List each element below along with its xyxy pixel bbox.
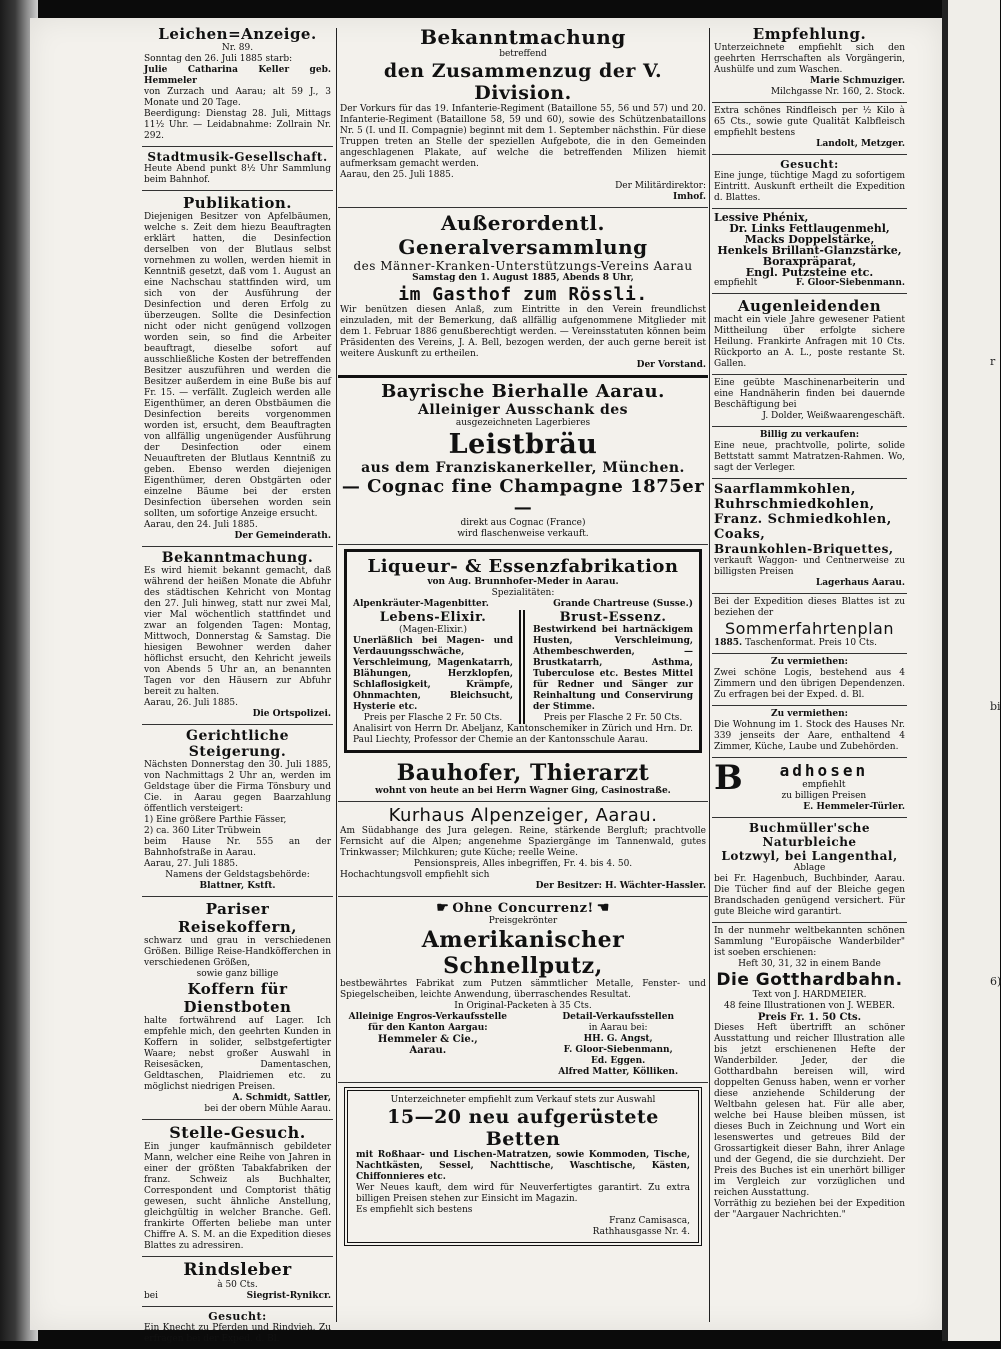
ad-stadtmusik	[142, 147, 333, 191]
ad-item: Dr. Links Fettlaugenmehl,	[729, 222, 890, 235]
ad-text: Es empfiehlt sich bestens	[356, 1205, 473, 1215]
ad-title: Pariser Reisekoffern,	[177, 900, 298, 936]
ad-text: Alfred Matter, Kölliken.	[558, 1067, 679, 1077]
ad-right	[533, 610, 693, 724]
ad-price: Pensionspreis, Alles inbegriffen, Fr. 4. bis 4. 50.	[413, 859, 633, 869]
ad-rindfleisch	[712, 103, 907, 155]
ad-naturbleiche	[712, 818, 907, 923]
column-middle	[338, 22, 708, 1250]
ad-text: Unerläßlich bei Magen- und Verdauungsschwäche, Verschleimung, Magenkatarrh, Blähungen, Herzklopfen, Schlaflosigkeit, Krämpfe, Ohnmachten, Bleichsucht, Hysterie etc.	[353, 636, 513, 712]
ad-text: Sonntag den 26. Juli 1885 starb:	[144, 54, 293, 64]
ad-price: à 50 Cts.	[217, 1280, 258, 1290]
ad-text: Alpenkräuter-Magenbitter.	[353, 599, 489, 609]
column-left	[142, 22, 333, 1349]
ad-signature: Lagerhaus Aarau.	[815, 578, 905, 588]
ad-title: Gerichtliche Steigerung.	[186, 728, 289, 760]
ad-text: Ablage	[793, 863, 826, 873]
ad-text: Heft 30, 31, 32 in einem Bande	[738, 959, 881, 969]
ad-bierhalle	[338, 378, 708, 545]
ad-stellegesuch	[142, 1120, 333, 1257]
pointing-hand-icon: ☚	[596, 900, 610, 916]
ad-title: Publikation.	[183, 194, 292, 212]
ad-text: bei	[144, 1291, 158, 1301]
ad-text: Unterzeichneter empfiehlt zum Verkauf stets zur Auswahl	[390, 1095, 656, 1105]
ad-empfehlung	[712, 22, 907, 103]
ad-vermieten-1	[712, 654, 907, 706]
ad-division	[338, 22, 708, 208]
ad-text: Eine neue, prachtvolle, polirte, solide Bettstatt sammt Matratzen-Rahmen. Wo, sagt der Verleger.	[714, 441, 905, 473]
ad-text: Am Südabhange des Jura gelegen. Reine, stärkende Bergluft; prachtvolle Fernsicht auf die Alpen; angenehme Spaziergänge im Tannenwald, gutes Trinkwasser; Milchkuren; gute Küche; reelle Weine.	[340, 826, 706, 858]
ad-text: Nächsten Donnerstag den 30. Juli 1885, von Nachmittags 2 Uhr an, werden im Geldstage über die Firma Tönsbury und Cie. in Aarau gegen Baarzahlung öffentlich versteigert:	[144, 760, 331, 814]
ad-text: in Aarau bei:	[588, 1023, 648, 1033]
ad-signature: Marie Schmuziger.	[809, 76, 905, 86]
ad-text: Bei der Expedition dieses Blattes ist zu beziehen der	[714, 597, 905, 618]
ad-liqueur	[344, 549, 702, 753]
ad-title: Amerikanischer Schnellputz,	[421, 927, 625, 979]
ad-text: Ed. Eggen.	[591, 1056, 646, 1066]
ad-item: Ruhrschmiedkohlen,	[714, 497, 875, 512]
ad-date: Aarau, 26. Juli 1885.	[144, 698, 239, 708]
ad-text: Ein Knecht zu Pferden und Rindvieh. Zu erfragen bei der Exped. d. Bl.	[144, 1323, 331, 1344]
ad-text: für den Kanton Aargau:	[368, 1023, 488, 1033]
ad-text: bei Fr. Hagenbuch, Buchbinder, Aarau. Die Tücher find auf der Bleiche gegen Brandschaden genügend versichert. Für gute Bleiche wird garantirt.	[714, 874, 905, 917]
ad-left	[340, 1012, 516, 1078]
ad-text: direkt aus Cognac (France)	[460, 518, 586, 528]
ad-text: F. Gloor-Siebenmann,	[563, 1045, 673, 1055]
ad-gesucht	[142, 1307, 333, 1349]
ad-title: Zu vermiethen:	[771, 657, 848, 667]
ad-signature: Blattner, Kstft.	[199, 881, 276, 891]
ad-number: Nr. 89.	[221, 43, 254, 53]
ad-text: Alleinige Engros-Verkaufsstelle	[348, 1012, 508, 1022]
ad-subtitle: aus dem Franziskanerkeller, München.	[361, 460, 685, 476]
ad-title: Zu vermiethen:	[771, 709, 848, 719]
ad-row	[714, 278, 905, 289]
ad-subtitle: Preisgekrönter	[488, 916, 558, 926]
ad-gotthardbahn	[712, 923, 907, 1225]
ad-signature: Siegrist-Rynikcr.	[246, 1291, 331, 1301]
ad-signature: Milchgasse Nr. 160, 2. Stock.	[770, 87, 905, 97]
ad-signature: Namens der Geldstagsbehörde:	[165, 870, 310, 880]
ad-reisekoffern	[142, 897, 333, 1120]
ad-signature: Imhof.	[673, 192, 706, 202]
adjacent-page-text: r	[990, 355, 996, 368]
ad-text: verkauft Waggon- und Centnerweise zu billigsten Preisen	[714, 556, 905, 577]
ad-title: adhosen	[779, 761, 869, 780]
ad-item: Boraxpräparat,	[762, 255, 857, 268]
ad-item: Macks Doppelstärke,	[744, 233, 875, 246]
pointing-hand-icon: ☛	[436, 900, 450, 916]
ad-text: Analisirt von Herrn Dr. Abeljanz, Kantonschemiker in Zürich und Hrn. Dr. Paul Liechty, Professor der Chemie an der Kantonsschule Aarau.	[353, 724, 693, 745]
ad-title: Bauhofer, Thierarzt	[396, 760, 650, 786]
ad-item: Henkels Brillant-Glanzstärke,	[717, 244, 902, 257]
ad-subtitle: betreffend	[499, 49, 547, 59]
ad-date: Samstag den 1. August 1885, Abends 8 Uhr,	[412, 273, 634, 283]
ad-price: Preis Fr. 1. 50 Cts.	[757, 1012, 862, 1023]
ad-text	[714, 638, 905, 649]
ad-signature: Rathhausgasse Nr. 4.	[592, 1227, 690, 1237]
ad-signature: Der Vorstand.	[636, 360, 706, 370]
ad-text: macht ein viele Jahre gewesener Patient Mittheilung über erfolgte sichere Heilung. Frankirte Anfragen mit 10 Cts. Rückporto an A. L., poste restante St. Gallen.	[714, 315, 905, 369]
ad-text: ausgezeichneten Lagerbieres	[455, 418, 591, 428]
ad-signature: A. Schmidt, Sattler,	[232, 1093, 331, 1103]
ad-text: Unterzeichnete empfiehlt sich den geehrten Herrschaften als Vorgängerin, Aushülfe und zum Waschen.	[714, 43, 905, 75]
ad-title: Sommerfahrtenplan	[725, 619, 894, 638]
ad-subtitle: Lotzwyl, bei Langenthal,	[721, 849, 898, 863]
ad-death-notice	[142, 22, 333, 147]
ad-text: HH. G. Angst,	[583, 1034, 653, 1044]
ad-date: Aarau, 27. Juli 1885.	[144, 859, 239, 869]
ad-text: mit Roßhaar- und Lischen-Matratzen, sowie Kommoden, Tische, Nachtkästen, Sessel, Nachttische, Waschtische, Kästen, Chiffonnieres etc.	[356, 1150, 690, 1182]
ad-subtitle: von Aug. Brunnhofer-Meder in Aarau.	[427, 577, 619, 587]
ad-item: 1) Eine größere Parthie Fässer,	[144, 815, 287, 825]
ad-rindsleber	[142, 1257, 333, 1307]
ad-text: Hemmeler & Cie.,	[377, 1034, 478, 1045]
ad-title: Bekanntmachung.	[161, 550, 314, 566]
ad-signature: F. Gloor-Siebenmann.	[795, 278, 905, 288]
ad-rest: Taschenformat. Preis 10 Cts.	[745, 638, 877, 648]
ad-steigerung	[142, 725, 333, 897]
ad-bauhofer	[338, 757, 708, 802]
ad-text: empfiehlt	[802, 780, 846, 790]
column-right	[712, 22, 907, 1225]
ad-item: Engl. Putzsteine etc.	[745, 266, 874, 279]
ad-text: Vorräthig zu beziehen bei der Expedition der "Aargauer Nachrichten."	[714, 1199, 905, 1220]
ad-ornament	[519, 610, 527, 724]
ad-title: Liqueur- & Essenzfabrikation	[367, 556, 679, 577]
ad-signature: bei der obern Mühle Aarau.	[204, 1104, 331, 1114]
ad-kurhaus	[338, 802, 708, 897]
ad-text: wohnt von heute an bei Herrn Wagner Ging, Casinostraße.	[375, 786, 671, 796]
ad-text: Hochachtungsvoll empfiehlt sich	[340, 870, 490, 880]
ad-price: Preis per Flasche 2 Fr. 50 Cts.	[363, 713, 503, 723]
column-rule	[709, 28, 710, 1322]
ad-signature: Der Militärdirektor:	[615, 181, 706, 191]
ad-title: Leichen=Anzeige.	[158, 25, 317, 43]
ad-text: Diejenigen Besitzer von Apfelbäumen, welche s. Zeit dem hiezu Beauftragten erklärt hatten, die Desinfection derselben von der Blutlaus selbst vornehmen zu wollen, werden hiemit in Kenntniß gesetzt, daß vom 1. August an eine Nachschau stattfinden wird, um sich von der Ausführung der Desinfection und deren Erfolg zu überzeugen. Sollte die Desinfection nicht oder nicht genügend vollzogen worden sein, so find die Arbeiter beauftragt, dieselbe sofort auf ausschließliche Kosten der betreffenden Besitzer auszuführen und werden die Besitzer außerdem in eine Buße bis auf Fr. 15. — verfällt. Zugleich werden alle Eigenthümer, an deren Obstbäumen die Desinfection bereits vorgenommen worden ist, ersucht, dem Beauftragten von allfällig ungenügender Ausführung der Desinfection oder einem Neuauftreten der Blutlaus Kenntniß zu geben. Ebenso werden diejenigen Eigenthümer, deren Obstgärten oder einzelne Bäume bei der ersten Desinfection übersehen worden sein sollten, um sofortige Anzeige ersucht.	[144, 212, 331, 519]
ad-title: den Zusammenzug der V. Division.	[383, 60, 663, 104]
ad-initial: B	[714, 758, 743, 798]
ad-naeherin	[712, 375, 907, 427]
ad-text: Spezialitäten:	[491, 588, 555, 598]
ad-signature: Franz Camisasca,	[609, 1216, 690, 1226]
ad-billig	[712, 427, 907, 479]
ad-title: Gesucht:	[780, 158, 839, 171]
ad-row	[144, 1291, 331, 1302]
ad-title-row	[714, 758, 905, 802]
ad-title: Koffern für Dienstboten	[183, 980, 292, 1016]
ad-signature: Der Gemeinderath.	[234, 531, 331, 541]
ad-title: 15—20 neu aufgerüstete Betten	[387, 1106, 659, 1150]
ad-two-columns	[353, 610, 693, 724]
ad-text: sowie ganz billige	[196, 969, 279, 979]
ad-text: Wir benützen diesen Anlaß, zum Eintritte in den Verein freundlichst einzuladen, mit der Bemerkung, daß allfällig aufgenommene Mitglieder mit dem 1. Februar 1886 genußberechtigt werden. — Vereinsstatuten können beim Präsidenten des Vereins, J. A. Bell, bezogen werden, der auch gerne bereit ist weitere Auskunft zu ertheilen.	[340, 305, 706, 359]
ad-text: Eine geübte Maschinenarbeiterin und eine Handnäherin finden bei dauernde Beschäftigung bei	[714, 378, 905, 410]
ad-banner	[340, 900, 706, 916]
ad-title: Buchmüller'sche Naturbleiche	[749, 821, 870, 849]
ad-text: halte fortwährend auf Lager. Ich empfehle mich, den geehrten Kunden in Koffern in solider, selbstgefertigter Waare; nebst großer Auswahl in Reisesäcken, Damentaschen, Geldtaschen, Plaidriemen etc. zu möglichst niedrigen Preisen.	[144, 1016, 331, 1092]
ad-date: Aarau, den 24. Juli 1885.	[144, 520, 258, 530]
ad-date: Aarau, den 25. Juli 1885.	[340, 170, 454, 180]
ad-text: Dieses Heft übertrifft an schöner Ausstattung und reicher Illustration alle bis jetzt erschienenen Hefte der Wanderbilder. Jeder, der die Gotthardbahn bereisen will, wird doppelten Genuss haben, wenn er vorher diese anziehende Schilderung der Weltbahn gelesen hat. Für alle aber, welche bei Hause bleiben müssen, ist dieses Buch in Zeichnung und Wort ein lesenswertes und getreues Bild der Grossartigkeit dieser Bahn, ihrer Anlage und der Gegend, die sie durchzieht. Der Preis des Buches ist ein unerhört billiger im Vergleich zur vorzüglichen und reichen Ausstattung.	[714, 1023, 905, 1198]
ad-title: Bayrische Bierhalle Aarau.	[381, 381, 665, 402]
ad-subtitle: des Männer-Kranken-Unterstützungs-Vereins Aarau	[353, 259, 693, 273]
ad-augenleidenden	[712, 294, 907, 375]
ad-text: In Original-Packeten à 35 Cts.	[454, 1001, 592, 1011]
ad-phoenix	[712, 209, 907, 294]
ad-item: Franz. Schmiedkohlen,	[714, 512, 892, 527]
ad-title: Kurhaus Alpenzeiger, Aarau.	[388, 805, 658, 826]
ad-title: Empfehlung.	[752, 25, 867, 43]
ad-two-columns	[340, 1012, 706, 1078]
ad-text: Bestwirkend bei hartnäckigem Husten, Verschleimung, Athembeschwerden, — Brustkatarrh, Asthma, Tuberculose etc. Bestes Mittel für Redner und Sänger zur Reinhaltung und Conservirung der Stimme.	[533, 625, 693, 712]
ad-signature: Der Besitzer: H. Wächter-Hassler.	[535, 881, 706, 891]
ad-badhosen	[712, 758, 907, 818]
ad-bekanntmachung	[142, 547, 333, 725]
ad-left	[353, 610, 513, 724]
ad-text: Heute Abend punkt 8½ Uhr Sammlung beim Bahnhof.	[144, 164, 331, 185]
gutter-shadow	[942, 0, 948, 1341]
ad-item: Coaks,	[714, 527, 766, 542]
ad-text: beim Hause Nr. 555 an der Bahnhofstraße in Aarau.	[144, 837, 331, 858]
ad-fahrplan	[712, 594, 907, 654]
ad-text: Ein junger kaufmännisch gebildeter Mann, welcher eine Reihe von Jahren in einer der größten Tabakfabriken der franz. Schweiz als Buchhalter, Correspondent und Comptorist thätig gewesen, sucht ähnliche Anstellung, gleichgültig in welcher Branche. Gefl. frankirte Offerten beliebe man unter Chiffre A. S. M. an die Expedition dieses Blattes zu adressiren.	[144, 1142, 331, 1251]
ad-cognac: — Cognac fine Champagne 1875er —	[341, 476, 705, 518]
ad-year: 1885.	[714, 638, 743, 648]
ad-text: von Zurzach und Aarau; alt 59 J., 3 Monate und 20 Tage.	[144, 87, 331, 108]
ad-subtitle: (Magen-Elixir.)	[399, 625, 467, 635]
ad-signature: Landolt, Metzger.	[816, 139, 905, 149]
ad-text: Beerdigung: Dienstag 28. Juli, Mittags 11½ Uhr. — Leidabnahme: Zollrain Nr. 292.	[144, 109, 331, 141]
ad-signature: E. Hemmeler-Türler.	[803, 802, 905, 812]
ad-text: Wer Neues kauft, dem wird für Neuverfertigtes garantirt. Zu extra billigen Preisen stehen zur Einsicht im Magazin.	[356, 1183, 690, 1204]
ad-item: 2) ca. 360 Liter Trübwein	[144, 826, 261, 836]
ad-title: Lebens-Elixir.	[379, 610, 487, 625]
ad-place: im Gasthof zum Rössli.	[398, 284, 648, 305]
ad-text: Detail-Verkaufsstellen	[562, 1012, 674, 1022]
ad-title: Stadtmusik-Gesellschaft.	[147, 150, 328, 164]
ad-price: Preis per Flasche 2 Fr. 50 Cts.	[543, 713, 683, 723]
ad-name: Julie Catharina Keller geb. Hemmeler	[144, 65, 331, 86]
ad-title: Brust-Essenz.	[559, 610, 667, 625]
ad-text: 48 feine Illustrationen von J. WEBER.	[724, 1001, 895, 1011]
ad-publikation	[142, 191, 333, 547]
ad-gesucht-magd	[712, 155, 907, 209]
ad-item: Saarflammkohlen,	[714, 482, 856, 497]
ad-text: Die Wohnung im 1. Stock des Hauses Nr. 339 jenseits der Aare, enthaltend 4 Zimmer, Küche, Laube und Zubehörden.	[714, 720, 905, 752]
ad-betten	[344, 1087, 702, 1246]
ad-schnellputz	[338, 897, 708, 1083]
ad-text: Eine junge, tüchtige Magd zu sofortigem Eintritt. Auskunft ertheilt die Expedition d. Blattes.	[714, 171, 905, 203]
ad-banner-label: Ohne Concurrenz!	[452, 901, 594, 916]
ad-text: Grande Chartreuse (Susse.)	[553, 599, 693, 609]
ad-text: Text von J. HARDMEIER.	[752, 990, 867, 1000]
ad-text: Zwei schöne Logis, bestehend aus 4 Zimmern und den übrigen Dependenzen. Zu erfragen bei der Exped. d. Bl.	[714, 668, 905, 700]
adjacent-page-edge	[942, 0, 1000, 1341]
adjacent-page-text: bi	[990, 700, 1001, 713]
ad-item: Lessive Phénix,	[714, 211, 809, 224]
ad-text: schwarz und grau in verschiedenen Größen. Billige Reise-Handköfferchen in verschiedenen Größen,	[144, 936, 331, 968]
ad-text: In der nunmehr weltbekannten schönen Sammlung "Europäische Wanderbilder" ist soeben erschienen:	[714, 926, 905, 958]
ad-subtitle: Alleiniger Ausschank des	[417, 402, 629, 418]
ad-kohlen	[712, 479, 907, 594]
adjacent-page-text: 6)	[990, 975, 1001, 988]
column-rule	[336, 28, 337, 1322]
ad-text: zu billigen Preisen	[781, 791, 867, 801]
ad-text: Aarau.	[409, 1045, 447, 1056]
ad-text: empfiehlt	[714, 278, 758, 288]
ad-title: Außerordentl. Generalversammlung	[398, 211, 648, 259]
ad-title: Die Gotthardbahn.	[716, 970, 903, 990]
ad-item: Braunkohlen-Briquettes,	[714, 542, 894, 556]
ad-brand: Leistbräu	[448, 429, 598, 460]
ad-title: Gesucht:	[208, 1310, 267, 1323]
ad-row	[353, 599, 693, 610]
ad-text: wird flaschenweise verkauft.	[457, 529, 589, 539]
ad-title: Augenleidenden	[737, 297, 882, 315]
ad-title: Stelle-Gesuch.	[169, 1123, 306, 1142]
ad-title: Bekanntmachung	[420, 25, 626, 49]
ad-right	[530, 1012, 706, 1078]
ad-title: Billig zu verkaufen:	[759, 430, 860, 440]
ad-text: Es wird hiemit bekannt gemacht, daß während der heißen Monate die Abfuhr des städtischen Kehricht von Montag den 27. Juli hinweg, statt nur zwei Mal, vier Mal wöchentlich stattfindet und zwar an folgenden Tagen: Montag, Mittwoch, Donnerstag & Samstag. Die hiesigen Bewohner werden daher höflichst ersucht, den Kehricht jeweils von Abends 5 Uhr an, an benannten Tagen vor den Häusern zur Abfuhr bereit zu halten.	[144, 566, 331, 697]
ad-vermieten-2	[712, 706, 907, 758]
ad-signature: J. Dolder, Weißwaarengeschäft.	[762, 411, 905, 421]
ad-text: Der Vorkurs für das 19. Infanterie-Regiment (Bataillone 55, 56 und 57) und 20. Infanterie-Regiment (Bataillone 58, 59 und 60), sowie des Schützenbataillons Nr. 5 (I. und II. Compagnie) beginnt mit dem 1. September nächsthin. Für diese Truppen treten an Stelle der speziellen Aufgebote, die in den Gemeinden angeschlagenen Plakate, auf welche die betreffenden Milizen hiemit aufmerksam gemacht werden.	[340, 104, 706, 169]
ad-text: bestbewährtes Fabrikat zum Putzen sämmtlicher Metalle, Fenster- und Spiegelscheiben, leichte Anwendung, überraschendes Resultat.	[340, 979, 706, 1000]
ad-signature: Die Ortspolizei.	[252, 709, 331, 719]
ad-generalversammlung	[338, 208, 708, 378]
ad-title: Rindsleber	[183, 1260, 292, 1280]
ad-title-block	[743, 761, 905, 802]
ad-text: Extra schönes Rindfleisch per ½ Kilo à 65 Cts., sowie gute Qualität Kalbfleisch empfiehlt bestens	[714, 106, 905, 138]
